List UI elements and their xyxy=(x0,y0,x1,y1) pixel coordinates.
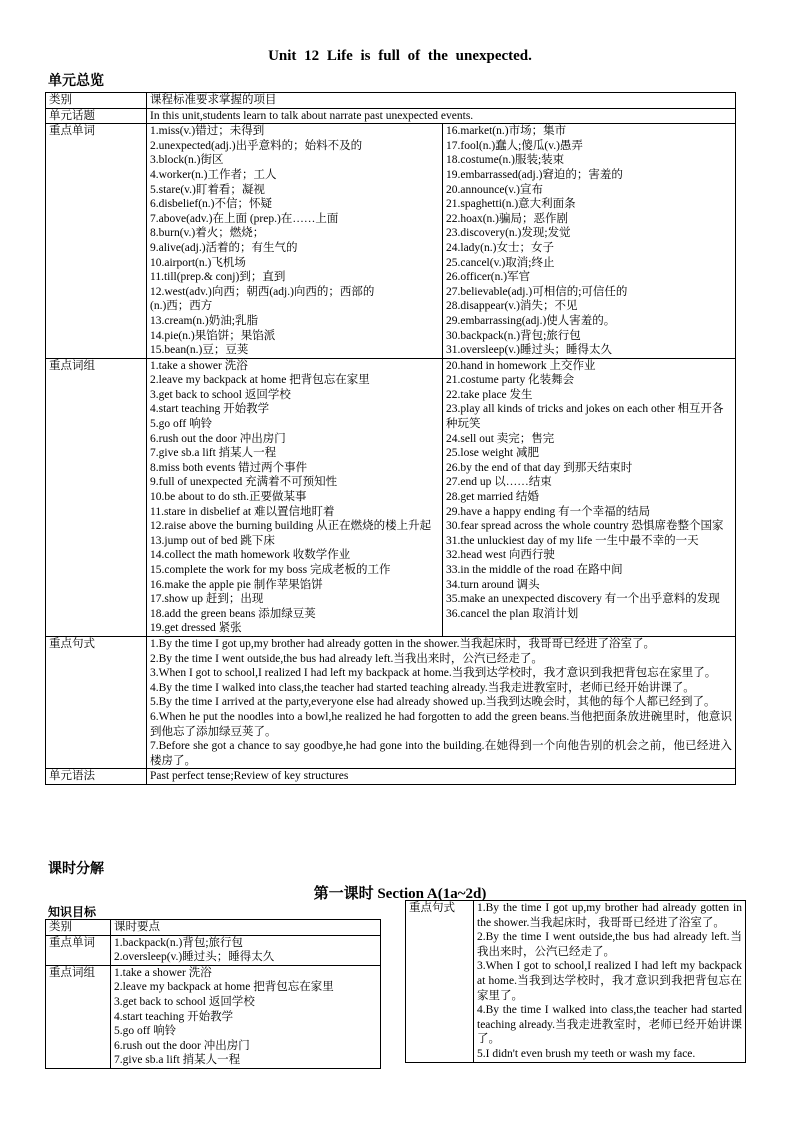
list-item: 17.fool(n.)蠢人;傻瓜(v.)愚弄 xyxy=(446,139,583,152)
words-left-list xyxy=(147,124,443,359)
knowledge-words-list xyxy=(111,935,381,965)
list-item: 22.take place 发生 xyxy=(446,388,533,401)
list-item: 26.officer(n.)军官 xyxy=(446,271,531,284)
list-item: 13.jump out of bed 跳下床 xyxy=(150,534,275,547)
knowledge-table xyxy=(45,919,381,1069)
list-item: 3.When I got to school,I realized I had left my backpack at home.当我到达学校时，我才意识到我把背包忘在家里了。 xyxy=(150,667,717,680)
list-item: 1.By the time I got up,my brother had already gotten in the shower.当我起床时，我哥哥已经进了浴室了。 xyxy=(150,637,655,650)
list-item: 4.start teaching 开始教学 xyxy=(114,1010,234,1023)
list-item: 34.turn around 调头 xyxy=(446,578,540,591)
list-item: 2.leave my backpack at home 把背包忘在家里 xyxy=(114,981,334,994)
list-item: 28.get married 结婚 xyxy=(446,491,539,504)
list-item: 20.hand in homework 上交作业 xyxy=(446,359,596,372)
unit-title: Unit 12 Life is full of the unexpected. xyxy=(268,48,532,64)
phrases-left-list xyxy=(147,358,443,636)
list-item: 9.full of unexpected 充满着不可预知性 xyxy=(150,476,338,489)
list-item: 28.disappear(v.)消失；不见 xyxy=(446,300,578,313)
lesson-title: 第一课时 Section A(1a~2d) xyxy=(313,886,487,902)
list-item: 4.start teaching 开始教学 xyxy=(150,403,270,416)
list-item: 23.discovery(n.)发现;发觉 xyxy=(446,227,571,240)
list-item: 3.When I got to school,I realized I had left my backpack at home.当我到达学校时，我才意识到我把背包忘在家里了。 xyxy=(477,960,742,1002)
list-item: 29.have a happy ending 有一个幸福的结局 xyxy=(446,505,651,518)
list-item: 6.When he put the noodles into a bowl,he realized he had forgotten to add the green beans.当他把面条放进碗里时，他意识到他忘了添加绿豆荚了。 xyxy=(150,710,732,738)
overview-heading: 单元总览 xyxy=(48,73,104,89)
list-item: 23.play all kinds of tricks and jokes on each other 相互开各种玩笑 xyxy=(446,403,724,431)
list-item: 27.believable(adj.)可相信的;可信任的 xyxy=(446,285,628,298)
list-item: 2.By the time I went outside,the bus had already left.当我出来时，公汽已经走了。 xyxy=(477,931,742,958)
list-item: 8.burn(v.)着火；燃烧； xyxy=(150,227,265,240)
list-item: 21.costume party 化装舞会 xyxy=(446,374,575,387)
list-item: 11.stare in disbelief at 难以置信地盯着 xyxy=(150,505,335,518)
knowledge-words-label: 重点单词 xyxy=(46,935,111,965)
list-item: 22.hoax(n.)骗局；恶作剧 xyxy=(446,212,569,225)
list-item: 5.I didn't even brush my teeth or wash my face. xyxy=(477,1047,696,1060)
list-item: 14.pie(n.)果馅饼；果馅派 xyxy=(150,329,276,342)
list-item: (n.)西；西方 xyxy=(150,300,213,313)
topic-text: In this unit,students learn to talk about narrate past unexpected events. xyxy=(147,108,736,124)
list-item: 16.market(n.)市场；集市 xyxy=(446,125,567,138)
list-item: 8.miss both events 错过两个事件 xyxy=(150,461,308,474)
header-row xyxy=(46,93,736,109)
list-item: 25.lose weight 减肥 xyxy=(446,447,539,460)
list-item: 18.costume(n.)服装;装束 xyxy=(446,154,565,167)
list-item: 25.cancel(v.)取消;终止 xyxy=(446,256,555,269)
list-item: 3.block(n.)街区 xyxy=(150,154,224,167)
list-item: 1.take a shower 洗浴 xyxy=(114,966,212,979)
lesson-heading: 课时分解 xyxy=(48,861,104,877)
grammar-row xyxy=(46,769,736,785)
list-item: 6.rush out the door 冲出房门 xyxy=(114,1039,250,1052)
topic-row xyxy=(46,108,736,124)
list-item: 20.announce(v.)宣布 xyxy=(446,183,543,196)
list-item: 17.show up 赶到；出现 xyxy=(150,593,264,606)
lesson-sentences-label: 重点句式 xyxy=(406,901,474,1063)
phrases-right-list xyxy=(443,358,736,636)
knowledge-phrases-list xyxy=(111,965,381,1068)
sentences-label: 重点句式 xyxy=(46,636,147,768)
words-row xyxy=(46,124,736,359)
list-item: 14.collect the math homework 收数学作业 xyxy=(150,549,351,562)
knowledge-header-row xyxy=(46,920,381,936)
list-item: 27.end up 以……结束 xyxy=(446,476,552,489)
list-item: 36.cancel the plan 取消计划 xyxy=(446,607,579,620)
list-item: 21.spaghetti(n.)意大利面条 xyxy=(446,198,576,211)
list-item: 5.By the time I arrived at the party,everyone else had already showed up.当我到达晚会时，其他的每个人都已经到了。 xyxy=(150,696,716,709)
knowledge-words-row xyxy=(46,935,381,965)
list-item: 2.unexpected(adj.)出乎意料的；始料不及的 xyxy=(150,139,363,152)
sentences-row xyxy=(46,636,736,768)
grammar-text: Past perfect tense;Review of key structures xyxy=(147,769,736,785)
lesson-sentences-list xyxy=(474,901,746,1063)
header-category: 类别 xyxy=(46,93,147,109)
list-item: 1.take a shower 洗浴 xyxy=(150,359,248,372)
list-item: 29.embarrassing(adj.)使人害羞的。 xyxy=(446,314,616,327)
list-item: 1.backpack(n.)背包;旅行包 xyxy=(114,936,244,949)
list-item: 31.oversleep(v.)睡过头；睡得太久 xyxy=(446,344,612,357)
list-item: 2.By the time I went outside,the bus had already left.当我出来时，公汽已经走了。 xyxy=(150,652,543,665)
sentences-list xyxy=(147,636,736,768)
list-item: 1.miss(v.)错过；未得到 xyxy=(150,125,265,138)
list-item: 33.in the middle of the road 在路中间 xyxy=(446,564,623,576)
knowledge-heading: 知识目标 xyxy=(48,905,97,919)
list-item: 12.raise above the burning building 从正在燃烧的楼上升起 xyxy=(150,520,432,533)
list-item: 15.bean(n.)豆；豆荚 xyxy=(150,344,249,357)
list-item: 3.get back to school 返回学校 xyxy=(150,388,291,401)
topic-label: 单元话题 xyxy=(46,108,147,124)
list-item: 10.be about to do sth.正要做某事 xyxy=(150,491,307,504)
list-item: 6.rush out the door 冲出房门 xyxy=(150,432,286,445)
list-item: 7.above(adv.)在上面 (prep.)在……上面 xyxy=(150,212,339,225)
lesson-sentences-table xyxy=(405,900,746,1063)
list-item: 30.fear spread across the whole country 恐惧席卷整个国家 xyxy=(446,520,724,533)
words-right-list xyxy=(443,124,736,359)
list-item: 9.alive(adj.)活着的；有生气的 xyxy=(150,241,298,254)
list-item: 2.oversleep(v.)睡过头；睡得太久 xyxy=(114,951,275,964)
list-item: 16.make the apple pie 制作苹果馅饼 xyxy=(150,578,323,591)
unit-overview-table xyxy=(45,92,736,785)
knowledge-phrases-row xyxy=(46,965,381,1068)
words-label: 重点单词 xyxy=(46,124,147,359)
list-item: 7.give sb.a lift 捎某人一程 xyxy=(114,1054,241,1067)
list-item: 5.stare(v.)盯着看；凝视 xyxy=(150,183,265,196)
list-item: 35.make an unexpected discovery 有一个出乎意料的发现 xyxy=(446,593,720,606)
knowledge-header-category: 类别 xyxy=(46,920,111,936)
list-item: 1.By the time I got up,my brother had already gotten in the shower.当我起床时，我哥哥已经进了浴室了。 xyxy=(477,902,742,929)
header-items: 课程标准要求掌握的项目 xyxy=(147,93,736,109)
list-item: 5.go off 响铃 xyxy=(150,418,213,431)
list-item: 24.sell out 卖完；售完 xyxy=(446,432,555,445)
list-item: 4.By the time I walked into class,the teacher had started teaching already.当我走进教室时，老师已经开始讲课了。 xyxy=(477,1004,742,1046)
phrases-label: 重点词组 xyxy=(46,358,147,636)
list-item: 26.by the end of that day 到那天结束时 xyxy=(446,461,633,474)
list-item: 3.get back to school 返回学校 xyxy=(114,995,255,1008)
list-item: 4.worker(n.)工作者；工人 xyxy=(150,168,277,181)
knowledge-phrases-label: 重点词组 xyxy=(46,965,111,1068)
phrases-row xyxy=(46,358,736,636)
list-item: 30.backpack(n.)背包;旅行包 xyxy=(446,329,581,342)
list-item: 31.the unluckiest day of my life 一生中最不幸的一天 xyxy=(446,534,699,547)
list-item: 32.head west 向西行驶 xyxy=(446,549,555,562)
list-item: 7.give sb.a lift 捎某人一程 xyxy=(150,447,277,460)
list-item: 15.complete the work for my boss 完成老板的工作 xyxy=(150,564,391,576)
list-item: 10.airport(n.)飞机场 xyxy=(150,256,246,269)
grammar-label: 单元语法 xyxy=(46,769,147,785)
list-item: 4.By the time I walked into class,the teacher had started teaching already.当我走进教室时，老师已经开始讲课了。 xyxy=(150,681,695,694)
list-item: 11.till(prep.& conj)到；直到 xyxy=(150,271,286,284)
knowledge-header-items: 课时要点 xyxy=(111,920,381,936)
list-item: 19.get dressed 紧张 xyxy=(150,622,242,635)
lesson-sentences-row xyxy=(406,901,746,1063)
list-item: 7.Before she got a chance to say goodbye,he had gone into the building.在她得到一个向他告别的机会之前，他已经进入楼房了。 xyxy=(150,740,732,767)
list-item: 19.embarrassed(adj.)窘迫的；害羞的 xyxy=(446,168,623,181)
list-item: 24.lady(n.)女士；女子 xyxy=(446,241,554,254)
list-item: 5.go off 响铃 xyxy=(114,1025,177,1038)
list-item: 13.cream(n.)奶油;乳脂 xyxy=(150,314,258,327)
list-item: 2.leave my backpack at home 把背包忘在家里 xyxy=(150,374,370,387)
list-item: 6.disbelief(n.)不信；怀疑 xyxy=(150,198,273,211)
list-item: 18.add the green beans 添加绿豆荚 xyxy=(150,607,316,620)
list-item: 12.west(adv.)向西；朝西(adj.)向西的；西部的 xyxy=(150,285,375,298)
